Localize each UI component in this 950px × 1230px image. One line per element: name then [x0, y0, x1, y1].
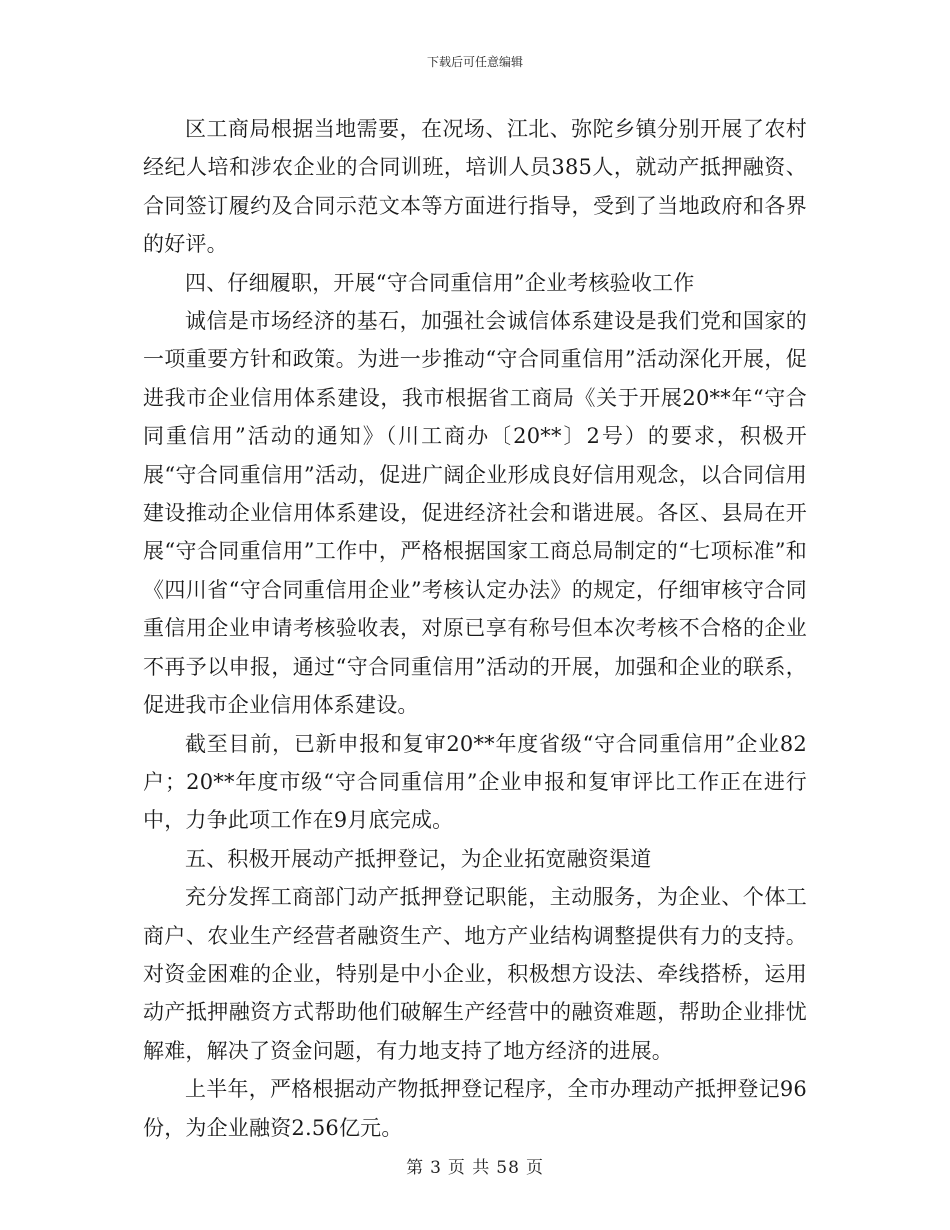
page-header: 下载后可任意编辑	[426, 55, 523, 69]
footer-mid: 页 共	[447, 1158, 491, 1178]
paragraph: 上半年，严格根据动产物抵押登记程序，全市办理动产抵押登记96份，为企业融资2.56亿元。	[143, 1077, 807, 1140]
footer-suffix: 页	[525, 1158, 544, 1178]
paragraph: 充分发挥工商部门动产抵押登记职能，主动服务，为企业、个体工商户、农业生产经营者融资生产、地方产业结构调整提供有力的支持。对资金困难的企业，特别是中小企业，积极想方设法、牵线搭桥，运用动产抵押融资方式帮助他们破解生产经营中的融资难题，帮助企业排忧解难，解决了资金问题，有力地支持了地方经济的进展。	[143, 885, 807, 1063]
section-heading: 五、积极开展动产抵押登记，为企业拓宽融资渠道	[185, 846, 652, 871]
footer-prefix: 第	[406, 1158, 425, 1178]
paragraph: 区工商局根据当地需要，在况场、江北、弥陀乡镇分别开展了农村经纪人培和涉农企业的合同训班，培训人员385人，就动产抵押融资、合同签订履约及合同示范文本等方面进行指导，受到了当地政府和各界的好评。	[143, 117, 807, 257]
paragraph: 截至目前，已新申报和复审20**年度省级“守合同重信用”企业82户；20**年度市级“守合同重信用”企业申报和复审评比工作正在进行中，力争此项工作在9月底完成。	[143, 731, 807, 833]
page-footer	[0, 1157, 950, 1179]
paragraph: 诚信是市场经济的基石，加强社会诚信体系建设是我们党和国家的一项重要方针和政策。为进一步推动“守合同重信用”活动深化开展，促进我市企业信用体系建设，我市根据省工商局《关于开展20**年“守合同重信用”活动的通知》（川工商办〔20**〕2号）的要求，积极开展“守合同重信用”活动，促进广阔企业形成良好信用观念，以合同信用建设推动企业信用体系建设，促进经济社会和谐进展。各区、县局在开展“守合同重信用”工作中，严格根据国家工商总局制定的“七项标准”和《四川省“守合同重信用企业”考核认定办法》的规定，仔细审核守合同重信用企业申请考核验收表，对原已享有称号但本次考核不合格的企业不再予以申报，通过“守合同重信用”活动的开展，加强和企业的联系，促进我市企业信用体系建设。	[143, 309, 807, 718]
section-heading: 四、仔细履职，开展“守合同重信用”企业考核验收工作	[185, 270, 695, 295]
footer-page-number: 3	[430, 1158, 442, 1178]
footer-total-pages: 58	[496, 1158, 520, 1178]
document-body	[143, 110, 807, 1147]
